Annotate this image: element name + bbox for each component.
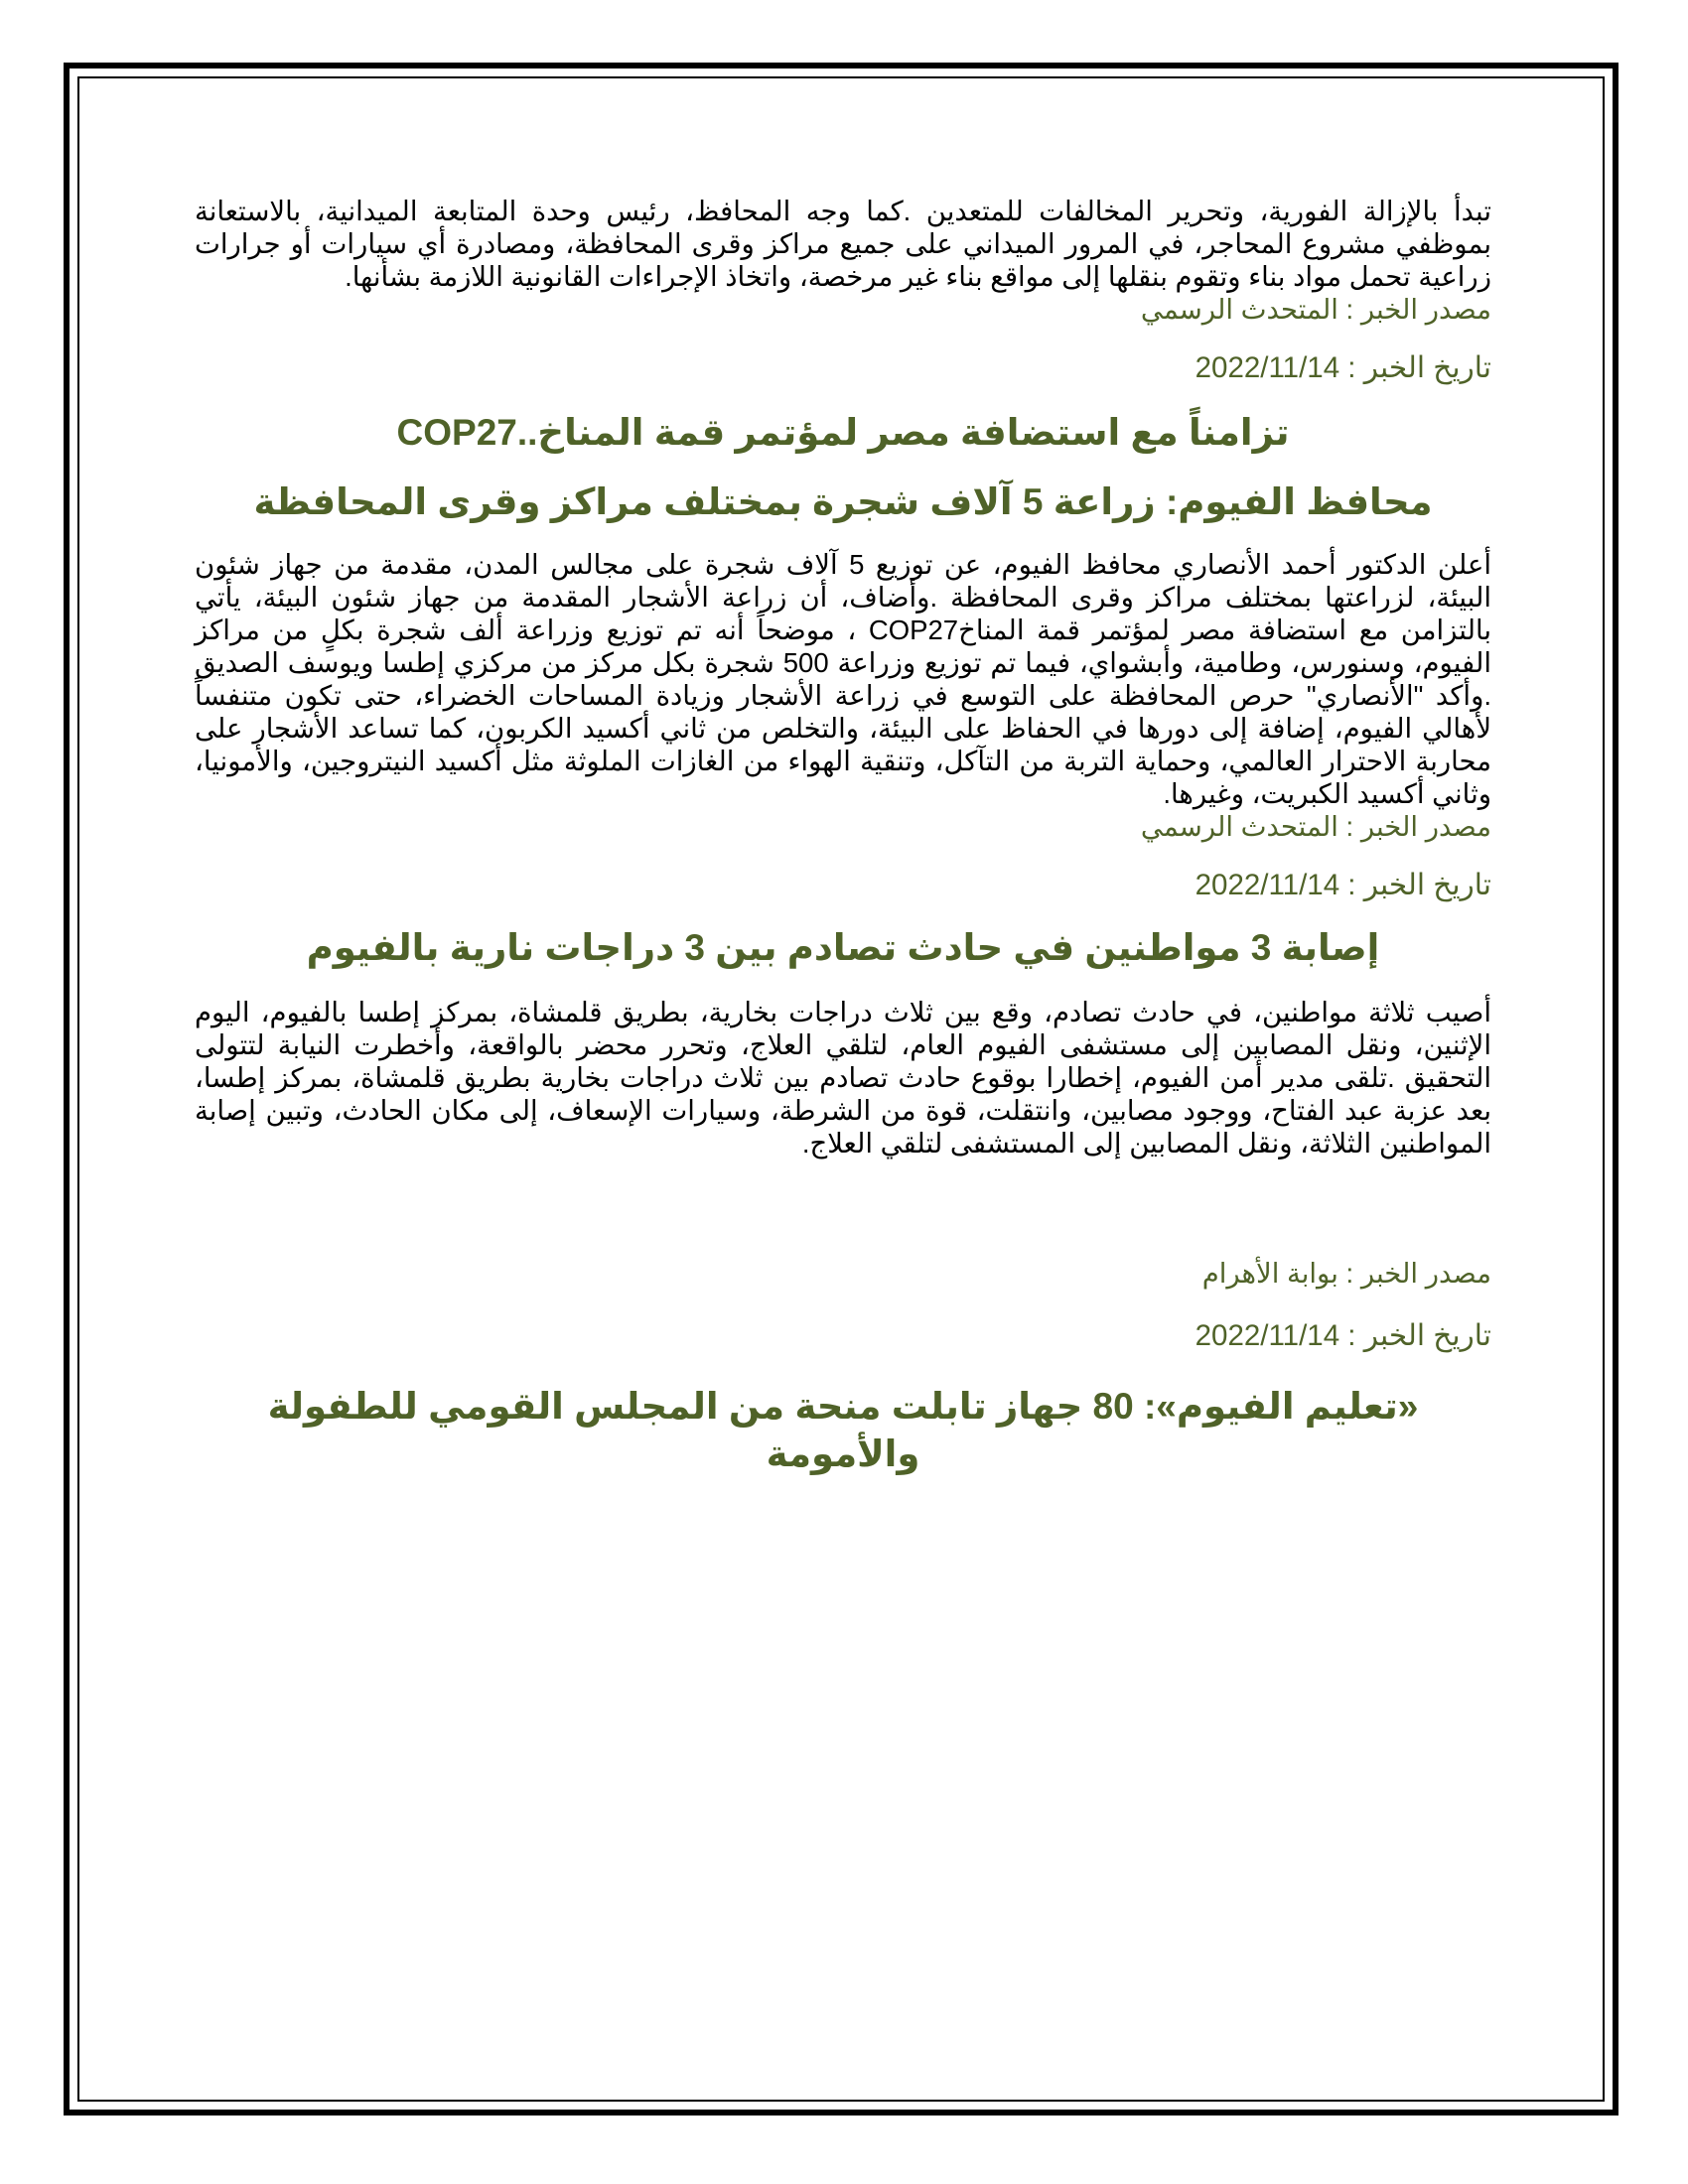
article-kicker: تزامناً مع استضافة مصر لمؤتمر قمة المناخ..COP27 [396,412,1290,453]
article-title: إصابة 3 مواطنين في حادث تصادم بين 3 دراجات نارية بالفيوم [306,927,1380,968]
article-title: «تعليم الفيوم»: 80 جهاز تابلت منحة من المجلس القومي للطفولة والأمومة [267,1386,1419,1474]
article-paragraph: تبدأ بالإزالة الفورية، وتحرير المخالفات للمتعدين .كما وجه المحافظ، رئيس وحدة المتابعة الميدانية، بالاستعانة بموظفي مشروع المحاجر، في المرور الميداني على جميع مراكز وقرى المحافظة، ومصادرة أي سيارات أو جرارات زراعية تحمل مواد بناء وتقوم بنقلها إلى مواقع بناء غير مرخصة، واتخاذ الإجراءات القانونية اللازمة بشأنها. [195,196,1491,292]
news-date: تاريخ الخبر : 2022/11/14 [1195,869,1491,901]
news-date: تاريخ الخبر : 2022/11/14 [1195,1319,1491,1352]
document-page [195,195,1491,1478]
news-source: مصدر الخبر : المتحدث الرسمي [1140,811,1491,842]
article-tablets [195,1383,1491,1478]
article-title: محافظ الفيوم: زراعة 5 آلاف شجرة بمختلف مراكز وقرى المحافظة [253,481,1433,522]
article-top [195,195,1491,387]
article-paragraph: أصيب ثلاثة مواطنين، في حادث تصادم، وقع بين ثلاث دراجات بخارية، بطريق قلمشاة، بمركز إطسا بالفيوم، اليوم الإثنين، ونقل المصابين إلى مستشفى الفيوم العام، لتلقي العلاج، وتحرر محضر بالواقعة، وأخطرت النيابة لتتولى التحقيق .تلقى مدير أمن الفيوم، إخطارا بوقوع حادث تصادم بين ثلاث دراجات بخارية بطريق قلمشاة، بمركز إطسا، بعد عزبة عبد الفتاح، ووجود مصابين، وانتقلت، قوة من الشرطة، وسيارات الإسعاف، إلى مكان الحادث، وتبين إصابة المواطنين الثلاثة، ونقل المصابين إلى المستشفى لتلقي العلاج. [195,997,1491,1159]
article-trees [195,409,1491,904]
news-date: تاريخ الخبر : 2022/11/14 [1195,351,1491,384]
news-source: مصدر الخبر : بوابة الأهرام [1201,1258,1491,1289]
article-paragraph: أعلن الدكتور أحمد الأنصاري محافظ الفيوم، عن توزيع 5 آلاف شجرة على مجالس المدن، مقدمة من جهاز شئون البيئة، لزراعتها بمختلف مراكز وقرى المحافظة .وأضاف، أن زراعة الأشجار المقدمة من جهاز شئون البيئة، يأتي بالتزامن مع استضافة مصر لمؤتمر قمة المناخCOP27 ، موضحاً أنه تم توزيع وزراعة ألف شجرة بكلٍ من مراكز الفيوم، وسنورس، وطامية، وأبشواي، فيما تم توزيع وزراعة 500 شجرة بكل مركز من مركزي إطسا ويوسف الصديق .وأكد "الأنصاري" حرص المحافظة على التوسع في زراعة الأشجار وزيادة المساحات الخضراء، حتى تكون متنفساً لأهالي الفيوم، إضافة إلى دورها في الحفاظ على البيئة، والتخلص من ثاني أكسيد الكربون، كما تساعد الأشجار على محاربة الاحترار العالمي، وحماية التربة من التآكل، وتنقية الهواء من الغازات الملوثة مثل أكسيد النيتروجين، والأمونيا، وثاني أكسيد الكبريت، وغيرها. [195,549,1492,809]
article-accident [195,924,1491,1355]
news-source: مصدر الخبر : المتحدث الرسمي [1140,294,1491,325]
spacer [195,1160,1491,1257]
